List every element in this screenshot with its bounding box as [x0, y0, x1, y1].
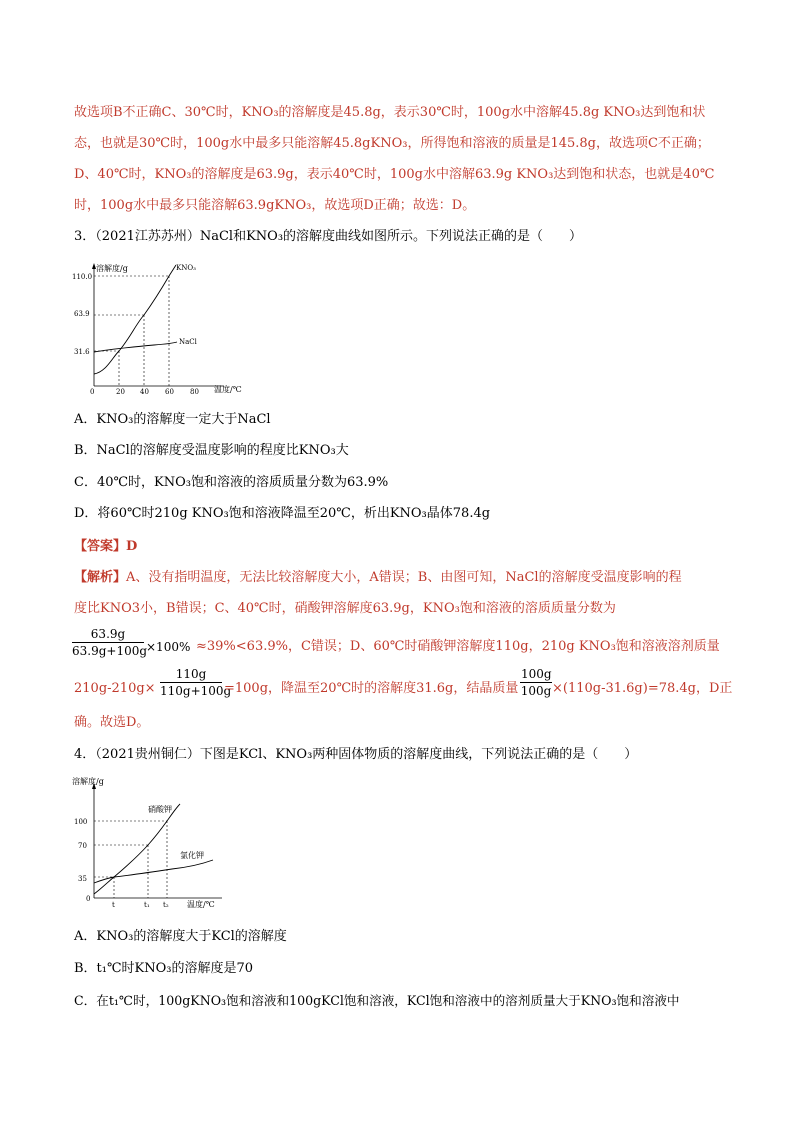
- q4-ytick-35: 35: [78, 875, 87, 883]
- analysis-line-2: 态，也就是30℃时，100g水中最多只能溶解45.8gKNO₃，所得饱和溶液的质量是145.8g，故选项C不正确；: [74, 136, 710, 151]
- q3-kno3-label: KNO₃: [176, 264, 196, 272]
- q3-option-c: C．40℃时，KNO₃饱和溶液的溶质质量分数为63.9%: [74, 475, 389, 490]
- q3-nacl-label: NaCl: [179, 338, 197, 346]
- q3-fraction-2: [160, 667, 232, 698]
- q3-x-label: 温度/℃: [214, 385, 242, 394]
- q3-analysis-line-5: 确。故选D。: [74, 715, 150, 730]
- analysis-line-4: 时，100g水中最多只能溶解63.9gKNO₃，故选项D正确；故选：D。: [74, 198, 476, 213]
- q4-solubility-chart: [72, 776, 232, 911]
- q4-option-a: A．KNO₃的溶解度大于KCl的溶解度: [74, 929, 287, 944]
- q3-analysis-line-4a: 210g-210g×: [74, 681, 156, 696]
- q3-stem: 3．（2021江苏苏州）NaCl和KNO₃的溶解度曲线如图所示。下列说法正确的是（ ）: [74, 229, 583, 244]
- q3-solubility-chart: [72, 258, 242, 398]
- q4-kcl-label: 氯化钾: [180, 851, 204, 860]
- q3-fraction-3-num: 100g: [521, 667, 552, 681]
- q3-nacl-curve: [94, 342, 177, 352]
- q3-answer: 【答案】D: [74, 539, 138, 554]
- q3-xtick-60: 60: [165, 388, 174, 396]
- q3-analysis-line-3: ≈39%<63.9%，C错误；D、60℃时硝酸钾溶解度110g，210g KNO₃饱和溶液溶剂质量: [196, 639, 720, 654]
- q4-ytick-70: 70: [78, 842, 87, 850]
- q4-xtick-0: 0: [86, 895, 91, 903]
- analysis-line-3: D、40℃时，KNO₃的溶解度是63.9g，表示40℃时，100g水中溶解63.9g KNO₃达到饱和状态，也就是40℃: [74, 167, 715, 182]
- q3-fraction-3-den: 100g: [520, 684, 552, 698]
- q3-option-b: B．NaCl的溶解度受温度影响的程度比KNO₃大: [74, 443, 349, 458]
- q3-ytick-31.6: 31.6: [74, 348, 90, 356]
- q4-kcl-curve: [94, 860, 213, 883]
- q4-option-b: B．t₁℃时KNO₃的溶解度是70: [74, 961, 254, 976]
- q3-analysis-text-1: A、没有指明温度，无法比较溶解度大小，A错误；B、由图可知，NaCl的溶解度受温度影响的程: [126, 570, 682, 585]
- q3-option-a: A．KNO₃的溶解度一定大于NaCl: [74, 412, 271, 427]
- q3-analysis-label: 【解析】: [74, 570, 127, 585]
- q3-ytick-110: 110.0: [72, 273, 93, 281]
- q4-y-label: 溶解度/g: [72, 777, 104, 786]
- q3-fraction-1: [72, 627, 148, 658]
- q3-analysis-line-4b: =100g，降温至20℃时的溶解度31.6g，结晶质量: [224, 681, 519, 696]
- q3-fraction-2-num: 110g: [160, 667, 222, 683]
- q4-xtick-t: t: [112, 901, 115, 909]
- q3-option-d: D．将60℃时210g KNO₃饱和溶液降温至20℃，析出KNO₃晶体78.4g: [74, 506, 491, 521]
- q3-analysis-line-1: [74, 569, 682, 587]
- q4-stem: 4．（2021贵州铜仁）下图是KCl、KNO₃两种固体物质的溶解度曲线，下列说法正确的是（ ）: [74, 747, 638, 762]
- q3-xtick-0: 0: [90, 388, 95, 396]
- q3-y-label: 溶解度/g: [96, 264, 128, 273]
- q3-kno3-curve: [94, 265, 176, 374]
- analysis-line-1: 故选项B不正确C、30℃时，KNO₃的溶解度是45.8g，表示30℃时，100g水中溶解45.8g KNO₃达到饱和状: [74, 105, 706, 120]
- q3-xtick-80: 80: [190, 388, 199, 396]
- q3-xtick-20: 20: [116, 388, 125, 396]
- q4-xtick-t2: t₂: [163, 901, 169, 909]
- q3-xtick-40: 40: [140, 388, 149, 396]
- q3-fraction-1-num: 63.9g: [72, 627, 144, 643]
- q3-analysis-line-4c: ×(110g-31.6g)=78.4g，D正: [552, 681, 733, 696]
- q3-analysis-line-2: 度比KNO3小，B错误；C、40℃时，硝酸钾溶解度63.9g，KNO₃饱和溶液的溶质质量分数为: [74, 601, 616, 616]
- q3-fraction-3: [520, 667, 552, 698]
- q3-ytick-63.9: 63.9: [74, 310, 90, 318]
- q4-kno3-label: 硝酸钾: [148, 805, 172, 814]
- q3-fraction-2-den: 110g+100g: [160, 684, 232, 698]
- q4-ytick-100: 100: [74, 818, 88, 826]
- q3-fraction-1-den: 63.9g+100g: [72, 644, 148, 658]
- q4-xtick-t1: t₁: [144, 901, 150, 909]
- q4-option-c: C．在t₁℃时，100gKNO₃饱和溶液和100gKCl饱和溶液，KCl饱和溶液中的溶剂质量大于KNO₃饱和溶液中: [74, 993, 680, 1008]
- q3-fraction-1-tail: ×100%: [146, 640, 191, 654]
- q4-x-label: 温度/℃: [187, 900, 215, 909]
